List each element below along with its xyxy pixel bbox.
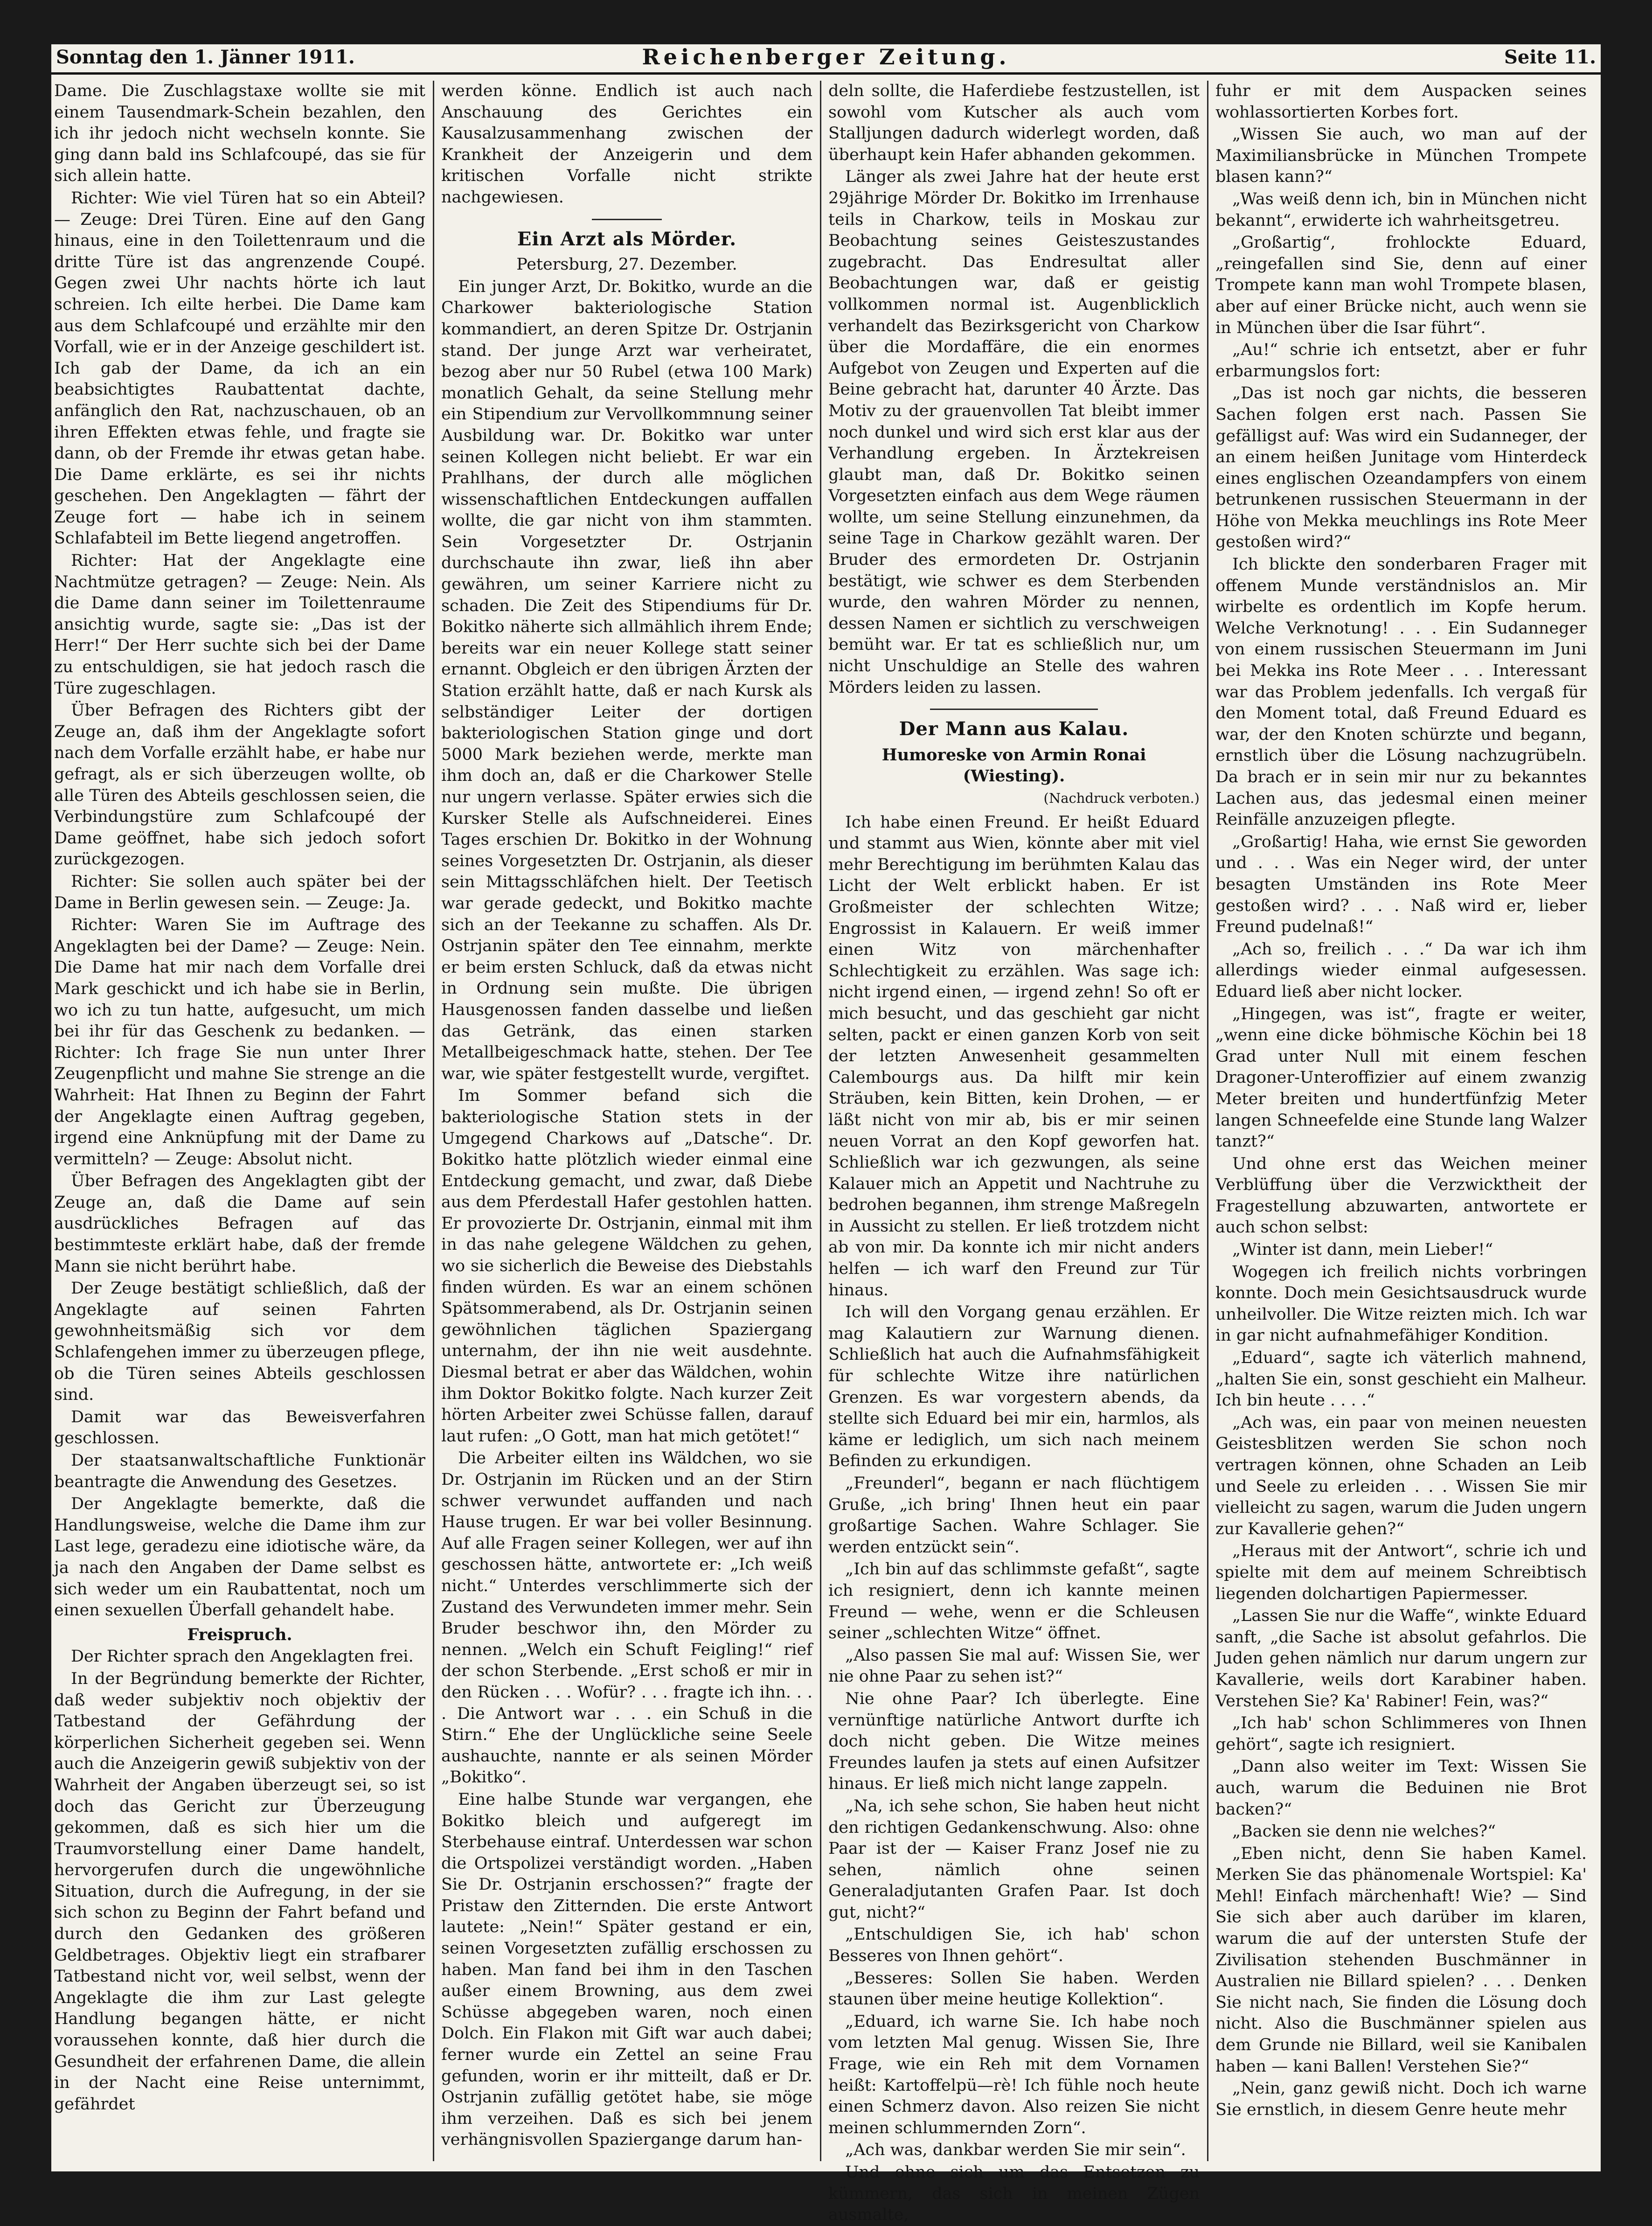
paragraph: „Freunderl“, begann er nach flüchtigem Gruße, „ich bring' Ihnen heut ein paar großartige Sachen. Wahre Schlager. Sie werden entzückt sein“. [828,1474,1200,1557]
reprint-note: (Nachdruck verboten.) [1043,790,1200,806]
paragraph: Wogegen ich freilich nichts vorbringen konnte. Doch mein Gesichtsausdruck wurde unheilvoller. Die Witze reizten mich. Ich war in gar nicht aufnahmefähiger Kondition. [1215,1262,1587,1345]
byline: Humoreske von Armin Ronai (Wiesting). [882,745,1146,786]
paragraph: Ich will den Vorgang genau erzählen. Er mag Kalautiern zur Warnung dienen. Schließlich hat auch die Aufnahmsfähigkeit für schlechte Witze ihre natürlichen Grenzen. Es war vorgestern abends, da stellte sich Eduard bei mir ein, harmlos, als käme er lediglich, um sich nach meinem Befinden zu erkundigen. [828,1303,1200,1471]
paragraph: deln sollte, die Haferdiebe festzustellen, ist sowohl vom Kutscher als auch vom Stalljungen dadurch widerlegt worden, daß überhaupt kein Hafer abhanden gekommen. [828,82,1200,164]
paragraph: Ich habe einen Freund. Er heißt Eduard und stammt aus Wien, könnte aber mit viel mehr Berechtigung im berühmten Kalau das Licht der Welt erblickt haben. Er ist Großmeister der schlechten Witze; Engrossist in Kalauern. Er weiß immer einen Witz von märchenhafter Schlechtigkeit zu erzählen. Was sage ich: nicht irgend einen, — irgend zehn! So oft er mich besucht, und das geschieht gar nicht selten, packt er einen ganzen Korb von seit der letzten Anwesenheit gesammelten Calembourgs aus. Da hilft mir kein Sträuben, kein Bitten, kein Drohen, — er läßt nicht von mir ab, bis er mir seinen neuen Vorrat an den Kopf geworfen hat. Schließlich war ich gezwungen, als seine Kalauer mich an Appetit und Nachtruhe zu bedrohen begannen, ihm strenge Maßregeln in Aussicht zu stellen. Er ließ trotzdem nicht ab von mir. Da konnte ich mir nicht anders helfen — ich warf den Freund zur Tür hinaus. [828,813,1200,1300]
paragraph: Nie ohne Paar? Ich überlegte. Eine vernünftige natürliche Antwort durfte ich doch nicht geben. Die Witze meines Freundes laufen ja stets auf einen Aufsitzer hinaus. Er ließ mich nicht lange zappeln. [828,1689,1200,1794]
paragraph: „Eduard, ich warne Sie. Ich habe noch vom letzten Mal genug. Wissen Sie, Ihre Frage, wie ein Reh mit dem Vornamen heißt: Kartoffelpü—rè! Ich fühle noch heute einen Schmerz davon. Also reizen Sie nicht meinen schlummernden Zorn“. [828,2012,1200,2137]
newspaper-name: Reichenberger Zeitung. [642,44,1010,70]
paragraph: „Entschuldigen Sie, ich hab' schon Besseres von Ihnen gehört“. [828,1925,1200,1966]
subheading-freispruch: Freispruch. [187,1625,292,1644]
column-rule [433,81,434,2161]
paragraph: Und ohne erst das Weichen meiner Verblüffung über die Verzwicktheit der Fragestellung abzuwarten, antwortete er auch schon selbst: [1215,1154,1587,1237]
paragraph: „Ach so, freilich . . .“ Da war ich ihm allerdings wieder einmal aufgesessen. Eduard ließ aber nicht locker. [1215,939,1587,1001]
paragraph: Eine halbe Stunde war vergangen, ehe Bokitko bleich und aufgeregt im Sterbehause eintraf. Unterdessen war schon die Ortspolizei verständigt worden. „Haben Sie Dr. Ostrjanin erschossen?“ fragte der Pristaw den Zitternden. Die erste Antwort lautete: „Nein!“ Später gestand er ein, seinen Vorgesetzten zufällig erschossen zu haben. Man fand bei ihm in den Taschen außer einem Browning, aus dem zwei Schüsse abgegeben waren, noch einen Dolch. Ein Flakon mit Gift war auch dabei; ferner wurde ein Zettel an seine Frau gefunden, worin er ihr mitteilt, daß er Dr. Ostrjanin zufällig getötet habe, sie möge ihm verzeihen. Daß es sich bei jenem verhängnisvollen Spaziergange darum han- [441,1790,812,2149]
column-rule [820,81,821,2161]
paragraph: Der Zeuge bestätigt schließlich, daß der Angeklagte auf seinen Fahrten gewohnheitsmäßig sich vor dem Schlafengehen immer zu überzeugen pflege, ob die Türen seines Abteils geschlossen sind. [54,1279,425,1405]
paragraph: „Backen sie denn nie welches?“ [1232,1822,1496,1841]
column-1 [54,81,425,2161]
paragraph: „Eduard“, sagte ich väterlich mahnend, „halten Sie ein, sonst geschieht ein Malheur. Ich bin heute . . . .“ [1215,1349,1587,1410]
paragraph: „Heraus mit der Antwort“, schrie ich und spielte mit dem auf meinem Schreibtisch liegenden dolchartigen Papiermesser. [1215,1542,1587,1603]
paragraph: „Na, ich sehe schon, Sie haben heut nicht den richtigen Gedankenschwung. Also: ohne Paar ist der — Kaiser Franz Josef nie zu sehen, nämlich ohne seinen Generaladjutanten Grafen Paar. Ist doch gut, nicht?“ [828,1796,1200,1922]
paragraph: „Besseres: Sollen Sie haben. Werden staunen über meine heutige Kollektion“. [828,1969,1200,2009]
column-4 [1215,81,1587,2161]
paragraph: Im Sommer befand sich die bakteriologische Station stets in der Umgegend Charkows auf „Datsche“. Dr. Bokitko hatte plötzlich wieder einmal eine Entdeckung gemacht, und zwar, daß Diebe aus dem Pferdestall Hafer gestohlen hatten. Er provozierte Dr. Ostrjanin, einmal mit ihm in das nahe gelegene Wäldchen zu gehen, wo sie sicherlich die Beweise des Diebstahls finden würden. Es war an einem schönen Spätsommerabend, als Dr. Ostrjanin seinen gewöhnlichen täglichen Spaziergang unternahm, der ihn nie weit ausdehnte. Diesmal betrat er aber das Wäldchen, wohin ihm Doktor Bokitko folgte. Nach kurzer Zeit hörten Arbeiter zwei Schüsse fallen, darauf laut rufen: „O Gott, man hat mich getötet!“ [441,1086,812,1446]
paragraph: „Ich bin auf das schlimmste gefaßt“, sagte ich resigniert, denn ich kannte meinen Freund — wehe, wenn er die Schleusen seiner „schlechten Witze“ öffnet. [828,1560,1200,1643]
column-rule [1207,81,1208,2161]
paragraph: werden könne. Endlich ist auch nach Anschauung des Gerichtes ein Kausalzusammenhang zwischen der Krankheit der Anzeigerin und dem kritischen Vorfalle nicht strikte nachgewiesen. [441,82,812,207]
paragraph: „Ach was, ein paar von meinen neuesten Geistesblitzen werden Sie schon noch vertragen können, ohne Schaden an Leib und Seele zu erleiden . . . Wissen Sie mir vielleicht zu sagen, warum die Juden ungern zur Kavallerie gehen?“ [1215,1413,1587,1538]
paragraph: Der staatsanwaltschaftliche Funktionär beantragte die Anwendung des Gesetzes. [54,1451,425,1491]
paragraph: „Also passen Sie mal auf: Wissen Sie, wer nie ohne Paar zu sehen ist?“ [828,1646,1200,1686]
paragraph: Über Befragen des Richters gibt der Zeuge an, daß ihm der Angeklagte sofort nach dem Vorfalle erzählt habe, er habe nur gefragt, als er sich überzeugen wollte, ob alle Türen des Abteils geschlossen seien, die Verbindungstüre zum Schlafcoupé der Dame geöffnet, habe sich jedoch sofort zurückgezogen. [54,701,425,869]
paragraph: „Eben nicht, denn Sie haben Kamel. Merken Sie das phänomenale Wortspiel: Ka' Mehl! Einfach märchenhaft! Wie? — Sind Sie sich aber auch darüber im klaren, warum die auf der untersten Stufe der Zivilisation stehenden Buschmänner in Australien nie Billard spielen? . . . Denken Sie nicht nach, Sie finden die Lösung doch nicht. Also die Buschmänner spielen aus dem Grunde nie Billard, weil sie Kanibalen haben — kani Ballen! Verstehen Sie?“ [1215,1844,1587,2076]
paragraph: „Lassen Sie nur die Waffe“, winkte Eduard sanft, „die Sache ist absolut gefahrlos. Die Juden gehen nämlich nur darum ungern zur Kavallerie, weils dort Karabiner haben. Verstehen Sie? Ka' Rabiner! Fein, was?“ [1215,1607,1587,1711]
paragraph: „Au!“ schrie ich entsetzt, aber er fuhr erbarmungslos fort: [1215,341,1587,381]
paragraph: „Großartig“, frohlockte Eduard, „reingefallen sind Sie, denn auf einer Trompete kann man wohl Trompete blasen, aber auf einer Brücke nicht, auch wenn sie in München über die Isar führt“. [1215,233,1587,337]
paragraph: Ein junger Arzt, Dr. Bokitko, wurde an die Charkower bakteriologische Station kommandiert, an deren Spitze Dr. Ostrjanin stand. Der junge Arzt war verheiratet, bezog aber nur 50 Rubel (etwa 100 Mark) monatlich Gehalt, da seine Stellung mehr ein Stipendium zur Vervollkommnung seiner Ausbildung war. Dr. Bokitko war unter seinen Kollegen nicht beliebt. Er war ein Prahlhans, der durch alle möglichen wissenschaftlichen Entdeckungen auffallen wollte, die gar nicht von ihm stammten. Sein Vorgesetzter Dr. Ostrjanin durchschaute ihn zwar, ließ ihn aber gewähren, um seiner Karriere nicht zu schaden. Die Zeit des Stipendiums für Dr. Bokitko näherte sich allmählich ihrem Ende; bereits war ein neuer Kollege statt seiner ernannt. Obgleich er den übrigen Ärzten der Station erzählt hatte, daß er nach Kursk als selbständiger Leiter der dortigen bakteriologischen Station ginge und dort 5000 Mark beziehen werde, merkte man ihm doch an, daß er die Charkower Stelle nur ungern verlasse. Später erwies sich die Kursker Stelle als Aufschneiderei. Eines Tages erschien Dr. Bokitko in der Wohnung seines Vorgesetzten Dr. Ostrjanin, als dieser sein Mittagsschläfchen hielt. Der Teetisch war gerade gedeckt, und Bokitko machte sich an der Teekanne zu schaffen. Als Dr. Ostrjanin später den Tee einnahm, merkte er beim ersten Schluck, daß da etwas nicht in Ordnung sein mußte. Die übrigen Hausgenossen fanden dasselbe und ließen das Getränk, das einen starken Metallbeigeschmack hatte, stehen. Der Tee war, wie später festgestellt wurde, vergiftet. [441,277,812,1083]
article-separator [930,709,1098,710]
paragraph: Richter: Sie sollen auch später bei der Dame in Berlin gewesen sein. — Zeuge: Ja. [54,872,425,912]
paragraph: Richter: Waren Sie im Auftrage des Angeklagten bei der Dame? — Zeuge: Nein. Die Dame hat mir nach dem Vorfalle drei Mark geschickt und ich habe sie in Berlin, wo ich zu tun hatte, aufgesucht, um mich bei ihr für das Geschenk zu bedanken. — Richter: Ich frage Sie nun unter Ihrer Zeugenpflicht und mahne Sie strenge an die Wahrheit: Hat Ihnen zu Beginn der Fahrt der Angeklagte einen Auftrag gegeben, irgend eine Anknüpfung mit der Dame zu vermitteln? — Zeuge: Absolut nicht. [54,916,425,1169]
paragraph: In der Begründung bemerkte der Richter, daß weder subjektiv noch objektiv der Tatbestand der Gefährdung der körperlichen Sicherheit gegeben sei. Wenn auch die Anzeigerin gewiß subjektiv von der Wahrheit der Angaben überzeugt sei, so ist doch das Gericht zur Überzeugung gekommen, daß es sich hier um die Traumvorstellung einer Dame handelt, hervorgerufen durch die ungewöhnliche Situation, durch die Aufregung, in der sie sich schon zu Beginn der Fahrt befand und durch den Gedanken des größeren Geldbetrages. Objektiv liegt ein strafbarer Tatbestand nicht vor, weil selbst, wenn der Angeklagte die ihm zur Last gelegte Handlung begangen hätte, er nicht voraussehen konnte, daß hier durch die Gesundheit der erfahrenen Dame, die allein in der Nacht eine Reise unternimmt, gefährdet [54,1669,425,2114]
dateline: Petersburg, 27. Dezember. [516,255,737,274]
paragraph: Länger als zwei Jahre hat der heute erst 29jährige Mörder Dr. Bokitko im Irrenhause teils in Charkow, teils in Moskau zur Beobachtung seines Geisteszustandes zugebracht. Das Endresultat aller Beobachtungen war, daß er geistig vollkommen normal ist. Augenblicklich verhandelt das Bezirksgericht von Charkow über die Mordaffäre, die ein enormes Aufgebot von Zeugen und Experten auf die Beine gebracht hat, darunter 40 Ärzte. Das Motiv zu der grauenvollen Tat bleibt immer noch dunkel und wird sich erst klar aus der Verhandlung ergeben. In Ärztekreisen glaubt man, daß Dr. Bokitko seinen Vorgesetzten einfach aus dem Wege räumen wollte, um seine Stellung einzunehmen, da seine Tage in Charkow gezählt waren. Der Bruder des ermordeten Dr. Ostrjanin bestätigt, wie schwer es dem Sterbenden wurde, den wahren Mörder zu nennen, dessen Namen er sichtlich zu verschweigen bemüht war. Er tat es schließlich nur, um nicht Unschuldige an Stelle des wahren Mörders leiden zu lassen. [828,167,1200,697]
page-header [51,44,1601,75]
paragraph: Die Arbeiter eilten ins Wäldchen, wo sie Dr. Ostrjanin im Rücken und an der Stirn schwer verwundet auffanden und nach Hause trugen. Er war bei voller Besinnung. Auf alle Fragen seiner Kollegen, wer auf ihn geschossen hätte, antwortete er: „Ich weiß nicht.“ Unterdes verschlimmerte sich der Zustand des Verwundeten immer mehr. Sein Bruder beschwor ihn, den Mörder zu nennen. „Welch ein Schuft Feigling!“ rief der schon Sterbende. „Erst schoß er mir in den Rücken . . . Wofür? . . . fragte ich ihn. . . . Die Antwort war . . . ein Schuß in die Stirn.“ Ehe der Unglückliche seine Seele aushauchte, nannte er als seinen Mörder „Bokitko“. [441,1449,812,1787]
header-date: Sonntag den 1. Jänner 1911. [56,46,355,68]
paragraph: Richter: Hat der Angeklagte eine Nachtmütze getragen? — Zeuge: Nein. Als die Dame dann seiner im Toilettenraume ansichtig wurde, sagte sie: „Das ist der Herr!“ Der Herr suchte sich bei der Dame zu entschuldigen, sie hat jedoch rasch die Türe zugeschlagen. [54,551,425,698]
paragraph: Ich blickte den sonderbaren Frager mit offenem Munde verständnislos an. Mir wirbelte es ordentlich im Kopfe herum. Welche Verknotung! . . . Ein Sudanneger von einem russischen Steuermann im Juni bei Mekka ins Rote Meer . . . Interessant war das Problem jedenfalls. Ich vergaß für den Moment total, daß Freund Eduard es war, der den Knoten schürzte und begann, ernstlich über die Lösung nachzugrübeln. Da brach er in sein mir nur zu bekanntes Lachen aus, das jedesmal einen meiner Reinfälle anzuzeigen pflegte. [1215,555,1587,829]
paragraph: Der Richter sprach den Angeklagten frei. [71,1647,414,1666]
newspaper-page [51,44,1601,2225]
paragraph: „Dann also weiter im Text: Wissen Sie auch, warum die Beduinen nie Brot backen?“ [1215,1757,1587,1819]
paragraph: „Was weiß denn ich, bin in München nicht bekannt“, erwiderte ich wahrheitsgetreu. [1215,189,1587,230]
paragraph: „Ich hab' schon Schlimmeres von Ihnen gehört“, sagte ich resigniert. [1215,1714,1587,1754]
paragraph: „Das ist noch gar nichts, die besseren Sachen folgen erst nach. Passen Sie gefälligst auf: Was wird ein Sudanneger, der an einem heißen Junitage vom Hinterdeck eines englischen Ozeandampfers von einem betrunkenen russischen Steuermann in der Höhe von Mekka meuchlings ins Rote Meer gestoßen wird?“ [1215,384,1587,552]
paragraph: „Winter ist dann, mein Lieber!“ [1232,1240,1493,1259]
column-2 [441,81,812,2161]
article-headline: Der Mann aus Kalau. [899,718,1129,740]
paragraph: „Großartig! Haha, wie ernst Sie geworden und . . . Was ein Neger wird, der unter besagten Umständen ins Rote Meer gestoßen wird? . . . Naß wird er, lieber Freund pudelnaß!“ [1215,832,1587,937]
paragraph: „Ach was, dankbar werden Sie mir sein“. [845,2141,1186,2160]
paragraph: „Hingegen, was ist“, fragte er weiter, „wenn eine dicke böhmische Köchin bei 18 Grad unter Null mit einem feschen Dragoner-Unteroffizier auf einem zwanzig Meter breiten und hundertfünfzig Meter langen Schneefelde eine Stunde lang Walzer tanzt?“ [1215,1004,1587,1151]
paragraph: Der Angeklagte bemerkte, daß die Handlungsweise, welche die Dame ihm zur Last lege, geradezu eine idiotische wäre, da ja nach den Angaben der Dame selbst es sich weder um ein Raubattentat, noch um einen sexuellen Überfall gehandelt habe. [54,1495,425,1620]
paragraph: Damit war das Beweisverfahren geschlossen. [54,1407,425,1448]
paragraph: Dame. Die Zuschlagstaxe wollte sie mit einem Tausendmark-Schein bezahlen, den ich ihr jedoch nicht wechseln konnte. Sie ging dann bald ins Schlafcoupé, das sie für sich allein hatte. [54,82,425,186]
paragraph: Und ohne sich um das Entsetzen zu kümmern, das sich in meinen Zügen ausmalte, [828,2163,1200,2225]
paragraph: fuhr er mit dem Auspacken seines wohlassortierten Korbes fort. [1215,82,1587,122]
page-number: Seite 11. [1504,46,1596,68]
article-separator [592,219,662,220]
paragraph: „Wissen Sie auch, wo man auf der Maximiliansbrücke in München Trompete blasen kann?“ [1215,125,1587,187]
paragraph: Über Befragen des Angeklagten gibt der Zeuge an, daß die Dame auf sein ausdrückliches Befragen auf das bestimmteste erklärt habe, daß der fremde Mann sie nicht berührt habe. [54,1172,425,1276]
column-3 [828,81,1200,2225]
paragraph: „Nein, ganz gewiß nicht. Doch ich warne Sie ernstlich, in diesem Genre heute mehr [1215,2079,1587,2119]
article-headline: Ein Arzt als Mörder. [517,228,737,250]
paragraph: Richter: Wie viel Türen hat so ein Abteil? — Zeuge: Drei Türen. Eine auf den Gang hinaus, eine in den Toilettenraum und die dritte Türe ist das angrenzende Coupé. Gegen zwei Uhr nachts hörte ich laut schreien. Ich eilte herbei. Die Dame kam aus dem Schlafcoupé und erzählte mir den Vorfall, wie er in der Anzeige geschildert ist. Ich gab der Dame, da ich an ein beabsichtigtes Raubattentat dachte, anfänglich den Rat, nachzuschauen, ob an ihren Effekten etwas fehle, und fragte sie dann, ob der Fremde ihr etwas getan habe. Die Dame erklärte, es sei ihr nichts geschehen. Den Angeklagten — fährt der Zeuge fort — habe ich in seinem Schlafabteil im Bette liegend angetroffen. [54,188,425,548]
